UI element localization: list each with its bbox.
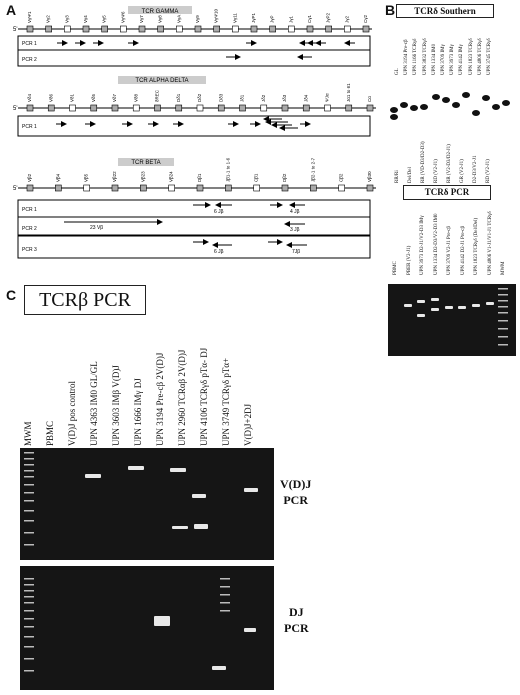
- gene-label: Vδ5: [90, 93, 96, 102]
- lane-label: UPN 3194 Pre-cβ: [404, 39, 410, 75]
- ladder-band: [24, 636, 34, 638]
- gene-box: [307, 26, 313, 32]
- ladder-band: [24, 476, 34, 478]
- gamma-title: TCR GAMMA: [141, 9, 179, 15]
- blot-band: [390, 114, 398, 120]
- gamma-five-prime: 5': [13, 27, 18, 33]
- gel-band: [417, 314, 425, 317]
- vdj-pcr-label: [280, 476, 311, 508]
- ladder-band: [24, 544, 34, 546]
- ladder-band: [24, 484, 34, 486]
- band-label: D2-D3/V2-J1: [473, 155, 478, 183]
- gene-box: [140, 185, 146, 191]
- ladder-band: [24, 618, 34, 620]
- ladder-band: [24, 500, 34, 502]
- lane-label: UPN 3194 Pre-cβ 2V(D)J: [155, 352, 165, 446]
- gel-band: [404, 304, 412, 307]
- gene-label: Vβ23: [140, 171, 146, 182]
- lane-label: UPN 4106 TCRγδ pTα- DJ: [199, 347, 209, 446]
- lane-label: UPN 3603 IMβ V(D)J: [111, 365, 121, 446]
- gene-box: [91, 105, 97, 111]
- gene-box: [261, 105, 267, 111]
- blot-band: [452, 102, 460, 108]
- gene-box: [197, 105, 203, 111]
- gene-box: [133, 105, 139, 111]
- ladder-band: [24, 532, 34, 534]
- gene-label: Vδ8: [133, 93, 139, 102]
- lane-label: UPN 3973 D2-J1/V2-D3 IMγ: [420, 215, 425, 275]
- blot-band: [432, 94, 440, 100]
- gene-label: Vβ22: [112, 171, 117, 182]
- ladder-band: [220, 602, 230, 604]
- ladder-band: [220, 578, 230, 580]
- gene-label: Dδ2: [197, 93, 202, 102]
- gene-label: Vβ2: [27, 173, 32, 182]
- beta-pcr3-label: PCR 3: [22, 247, 37, 253]
- lane-label: UPN 4806 V1-J1/V1-J1 TCRγδ: [487, 211, 493, 275]
- lane-label: MWM: [23, 421, 33, 446]
- blot-band: [502, 100, 510, 106]
- gene-label: Jα1 to 61: [345, 83, 351, 102]
- gene-box: [46, 26, 52, 32]
- band-label: RD (V2-J1): [434, 159, 439, 183]
- gene-box: [158, 26, 164, 32]
- gene-box: [310, 185, 316, 191]
- lane-label: GL: [395, 68, 400, 75]
- gene-label: Dβ1: [197, 173, 202, 182]
- blot-band: [390, 107, 398, 113]
- ladder-band: [498, 320, 508, 322]
- ladder-band: [24, 646, 34, 648]
- band-label: RD (V2-J1): [486, 159, 491, 183]
- blot-band: [400, 102, 408, 108]
- gamma-pcr2-box: [18, 50, 370, 66]
- gene-box: [240, 105, 246, 111]
- ladder-band: [498, 328, 508, 330]
- gene-label: Vγ5: [101, 15, 107, 23]
- gel-band: [128, 466, 144, 470]
- beta-title: TCR BETA: [131, 160, 161, 166]
- lane-label: UPN 4363 IM0 GL/GL: [89, 361, 99, 446]
- dj-pcr-label: [284, 604, 309, 636]
- dj-label-line1: DJ: [289, 605, 304, 619]
- gene-box: [139, 26, 145, 32]
- lane-label: UPN 1823 TCRγδ: [468, 38, 474, 75]
- gene-box: [176, 105, 182, 111]
- lane-label: UPN 1666 IMγ DJ: [133, 378, 143, 446]
- ladder-band: [24, 452, 34, 454]
- gene-box: [367, 105, 373, 111]
- beta-five-prime: 5': [13, 186, 18, 192]
- band-label: RR/Ri: [395, 170, 400, 183]
- gene-box: [270, 26, 276, 32]
- lane-label: UPN 3832 TCRγδ: [422, 38, 428, 75]
- ladder-band: [24, 670, 34, 672]
- gene-label: Jδ1: [239, 94, 245, 102]
- gene-label: ΨJα: [324, 93, 330, 102]
- lane-label: UPN 1334 D2-D3/V2-D3 IM0: [433, 213, 439, 275]
- gene-box: [326, 26, 332, 32]
- gel-band: [431, 308, 439, 311]
- ladder-band: [24, 520, 34, 522]
- blot-band: [442, 97, 450, 103]
- gene-label: VγA: [176, 14, 182, 23]
- gene-label: Vβ4: [55, 173, 61, 182]
- lane-label: UPN 4142 D2-J1 Pre-cβ: [460, 225, 466, 275]
- lane-label: UPN 1166 TCRγδ: [413, 38, 419, 75]
- gene-box: [282, 185, 288, 191]
- beta-arrow-23vb: 23 Vβ: [90, 225, 104, 231]
- gene-box: [112, 105, 118, 111]
- lane-label: UPN 1823 TCRγδ (Del/Del): [474, 217, 479, 275]
- gene-label: VγΨ1: [27, 11, 32, 23]
- gel-band: [85, 474, 101, 478]
- ladder-band: [24, 470, 34, 472]
- ladder-band: [498, 344, 508, 346]
- tcrd-pcr-gel: [388, 284, 516, 356]
- gene-box: [288, 26, 294, 32]
- gel-band: [445, 306, 453, 309]
- ladder-band: [498, 306, 508, 308]
- gene-box: [27, 185, 33, 191]
- panel-a-letter: A: [6, 2, 17, 18]
- ladder-band: [220, 586, 230, 588]
- ladder-band: [24, 590, 34, 592]
- gene-label: Cγ1: [307, 14, 312, 23]
- alpha-delta-pcr1-arrows: [56, 119, 310, 128]
- gene-box: [64, 26, 70, 32]
- alpha-delta-gene-boxes: [27, 83, 373, 111]
- ladder-band: [24, 610, 34, 612]
- gene-label: Vγ8: [157, 15, 163, 23]
- gene-label: Dδ3: [218, 93, 224, 102]
- ladder-band: [24, 464, 34, 466]
- southern-blot: [388, 85, 518, 175]
- alpha-delta-five-prime: 5': [13, 106, 18, 112]
- lane-label: V(D)J+2DJ: [243, 403, 253, 446]
- ladder-band: [24, 584, 34, 586]
- gene-box: [339, 185, 345, 191]
- alpha-delta-title: TCR ALPHA DELTA: [135, 78, 189, 84]
- gene-label: Vβ24: [168, 171, 174, 182]
- beta-gene-boxes: [27, 157, 373, 191]
- gene-label: JγP2: [325, 12, 331, 23]
- gene-label: Jγ1: [288, 15, 294, 23]
- gene-label: Vγ9: [195, 15, 200, 23]
- panel-a-diagram: [0, 0, 390, 285]
- gene-label: Vδ1: [69, 93, 75, 102]
- gel-band: [458, 306, 466, 309]
- gel-band: [192, 494, 206, 498]
- beta-pcr2-label: PCR 2: [22, 226, 37, 232]
- ladder-band: [498, 336, 508, 338]
- lane-label: PBER (V2-J1): [406, 245, 412, 275]
- vdj-label-line2: PCR: [283, 493, 308, 507]
- gene-box: [169, 185, 175, 191]
- gene-box: [155, 105, 161, 111]
- gene-label: Cβ1: [253, 173, 259, 182]
- gene-box: [254, 185, 260, 191]
- beta-arrow-6jb: 6 Jβ: [214, 209, 224, 215]
- gene-label: Jδ2: [260, 94, 266, 102]
- gene-label: Vγ3: [64, 15, 70, 23]
- blot-band: [410, 105, 418, 111]
- gene-box: [55, 185, 61, 191]
- gamma-pcr2-label: PCR 2: [22, 57, 37, 63]
- lane-label: PBMC: [393, 261, 398, 275]
- lane-label: UPN 3709 IMγ: [441, 44, 446, 75]
- lane-label: UPN 2960 TCRαβ 2V(D)J: [177, 349, 187, 446]
- ladder-band: [498, 300, 508, 302]
- gene-label: Jβ2-1 to 2-7: [310, 157, 316, 182]
- lane-label: V(D)J pos control: [67, 381, 77, 446]
- southern-title: TCRδ Southern: [396, 4, 494, 18]
- blot-band: [420, 104, 428, 110]
- beta-pcr2-box: [18, 217, 370, 235]
- ladder-band: [24, 510, 34, 512]
- gel-band: [486, 302, 494, 305]
- gel-band: [212, 666, 226, 670]
- gene-label: Vβ5: [83, 173, 89, 182]
- lane-label: UPN 3745 TCRγδ: [487, 38, 492, 75]
- lane-label: UPN 1334 IM0: [431, 43, 437, 75]
- beta-pcr3-box: [18, 236, 370, 258]
- ladder-band: [24, 602, 34, 604]
- gel-band: [431, 298, 439, 301]
- gene-box: [218, 105, 224, 111]
- panel-c-letter: C: [6, 287, 17, 303]
- lane-label: MWM: [501, 261, 506, 275]
- gene-box: [346, 105, 352, 111]
- ladder-band: [24, 492, 34, 494]
- ladder-band: [498, 294, 508, 296]
- panel-b-letter: B: [385, 2, 396, 18]
- gene-label: Dβ2: [282, 173, 287, 182]
- gene-label: JγP1: [251, 12, 256, 23]
- blot-band: [462, 92, 470, 98]
- ladder-band: [498, 312, 508, 314]
- gene-box: [251, 26, 257, 32]
- gene-box: [84, 185, 90, 191]
- beta-arrow-3jb: 3 Jβ: [290, 227, 300, 233]
- ladder-band: [498, 288, 508, 290]
- gene-box: [83, 26, 89, 32]
- gene-box: [70, 105, 76, 111]
- gene-label: Jδ3: [282, 94, 287, 102]
- gene-label: Vγ11: [232, 13, 238, 23]
- gel-band: [472, 304, 480, 307]
- gene-box: [363, 26, 369, 32]
- alpha-delta-pcr1-label: PCR 1: [22, 124, 37, 130]
- gamma-pcr1-label: PCR 1: [22, 41, 37, 47]
- gene-box: [225, 185, 231, 191]
- gene-label: Cβ2: [338, 173, 344, 182]
- tcrb-pcr-title: TCRβ PCR: [24, 285, 146, 315]
- gel-band: [244, 488, 258, 492]
- gene-label: Vδ6: [48, 93, 54, 102]
- ladder-band: [24, 626, 34, 628]
- band-label: RR (V2-D3/D2-J1): [447, 144, 452, 183]
- blot-band: [472, 110, 480, 116]
- gene-label: Vδ4: [27, 93, 32, 102]
- lane-label: PBMC: [45, 420, 55, 446]
- gene-label: δREC: [154, 89, 160, 102]
- gene-label: Dδ1: [175, 93, 181, 102]
- gene-label: Vδ7: [112, 93, 117, 102]
- tcrd-pcr-title: TCRδ PCR: [403, 185, 491, 200]
- gene-label: Vγ7: [139, 15, 144, 23]
- ladder-band: [24, 658, 34, 660]
- gene-box: [367, 185, 373, 191]
- gene-box: [197, 185, 203, 191]
- gel-band: [172, 526, 188, 529]
- lane-label: UPN 4142 IMγ: [459, 44, 465, 75]
- gel-band: [244, 628, 256, 632]
- gene-box: [303, 105, 309, 111]
- lane-label: UPN 4806 TCRγδ: [477, 38, 483, 75]
- beta-arrow-6jb-b: 6 Jβ: [214, 249, 224, 255]
- gene-label: Jγ2: [344, 15, 350, 23]
- gene-label: Vγ4: [83, 15, 88, 23]
- ladder-band: [24, 596, 34, 598]
- gene-box: [232, 26, 238, 32]
- gene-box: [27, 26, 33, 32]
- lane-label: UPN 3973 IMγ: [450, 44, 456, 75]
- band-label: RR (VD-D3/D2-D3): [421, 141, 426, 183]
- alpha-delta-pcr1-box: [18, 116, 370, 136]
- gene-box: [176, 26, 182, 32]
- beta-arrow-4jb: 4 Jβ: [290, 209, 300, 215]
- band-label: GR (V2-J1): [460, 159, 465, 183]
- gene-box: [27, 105, 33, 111]
- dj-gel: [20, 566, 274, 690]
- gene-label: Jδ4: [303, 94, 309, 102]
- gel-band: [417, 300, 425, 303]
- gene-label: Vγ2: [45, 15, 51, 23]
- gene-box: [344, 26, 350, 32]
- gene-box: [102, 26, 108, 32]
- gene-label: JγP: [269, 15, 275, 23]
- ladder-band: [24, 458, 34, 460]
- vdj-label-line1: V(D)J: [280, 477, 312, 491]
- ladder-band: [220, 594, 230, 596]
- dj-label-line2: PCR: [284, 621, 309, 635]
- gene-box: [214, 26, 220, 32]
- beta-pcr1-box: [18, 200, 370, 217]
- lane-label: UPN 3709 V2-J1 Pre-cβ: [447, 226, 452, 275]
- gene-box: [120, 26, 126, 32]
- vdj-gel: [20, 448, 274, 560]
- gene-label: VγΨ6: [120, 11, 126, 23]
- gene-box: [195, 26, 201, 32]
- gel-band: [170, 468, 186, 472]
- gel-band: [194, 524, 208, 529]
- blot-band: [482, 95, 490, 101]
- blot-band: [492, 104, 500, 110]
- ladder-band: [24, 578, 34, 580]
- gene-box: [282, 105, 288, 111]
- gene-box: [112, 185, 118, 191]
- ladder-band: [220, 610, 230, 612]
- gel-band: [154, 616, 170, 626]
- gene-label: Vβ30: [367, 171, 372, 182]
- lane-label: UPN 3749 TCRγδ pTα+: [221, 357, 231, 446]
- gene-box: [48, 105, 54, 111]
- gamma-gene-boxes: [27, 8, 369, 32]
- beta-pcr1-label: PCR 1: [22, 207, 37, 213]
- band-label: Del/Del: [408, 167, 413, 183]
- beta-arrow-7jb: 7Jβ: [292, 249, 301, 255]
- gene-label: Cγ2: [363, 14, 368, 23]
- gene-label: Jβ1-1 to 1-6: [225, 157, 231, 182]
- gene-label: Cα: [367, 96, 372, 102]
- gene-box: [325, 105, 331, 111]
- gene-label: VγΨ10: [213, 8, 219, 23]
